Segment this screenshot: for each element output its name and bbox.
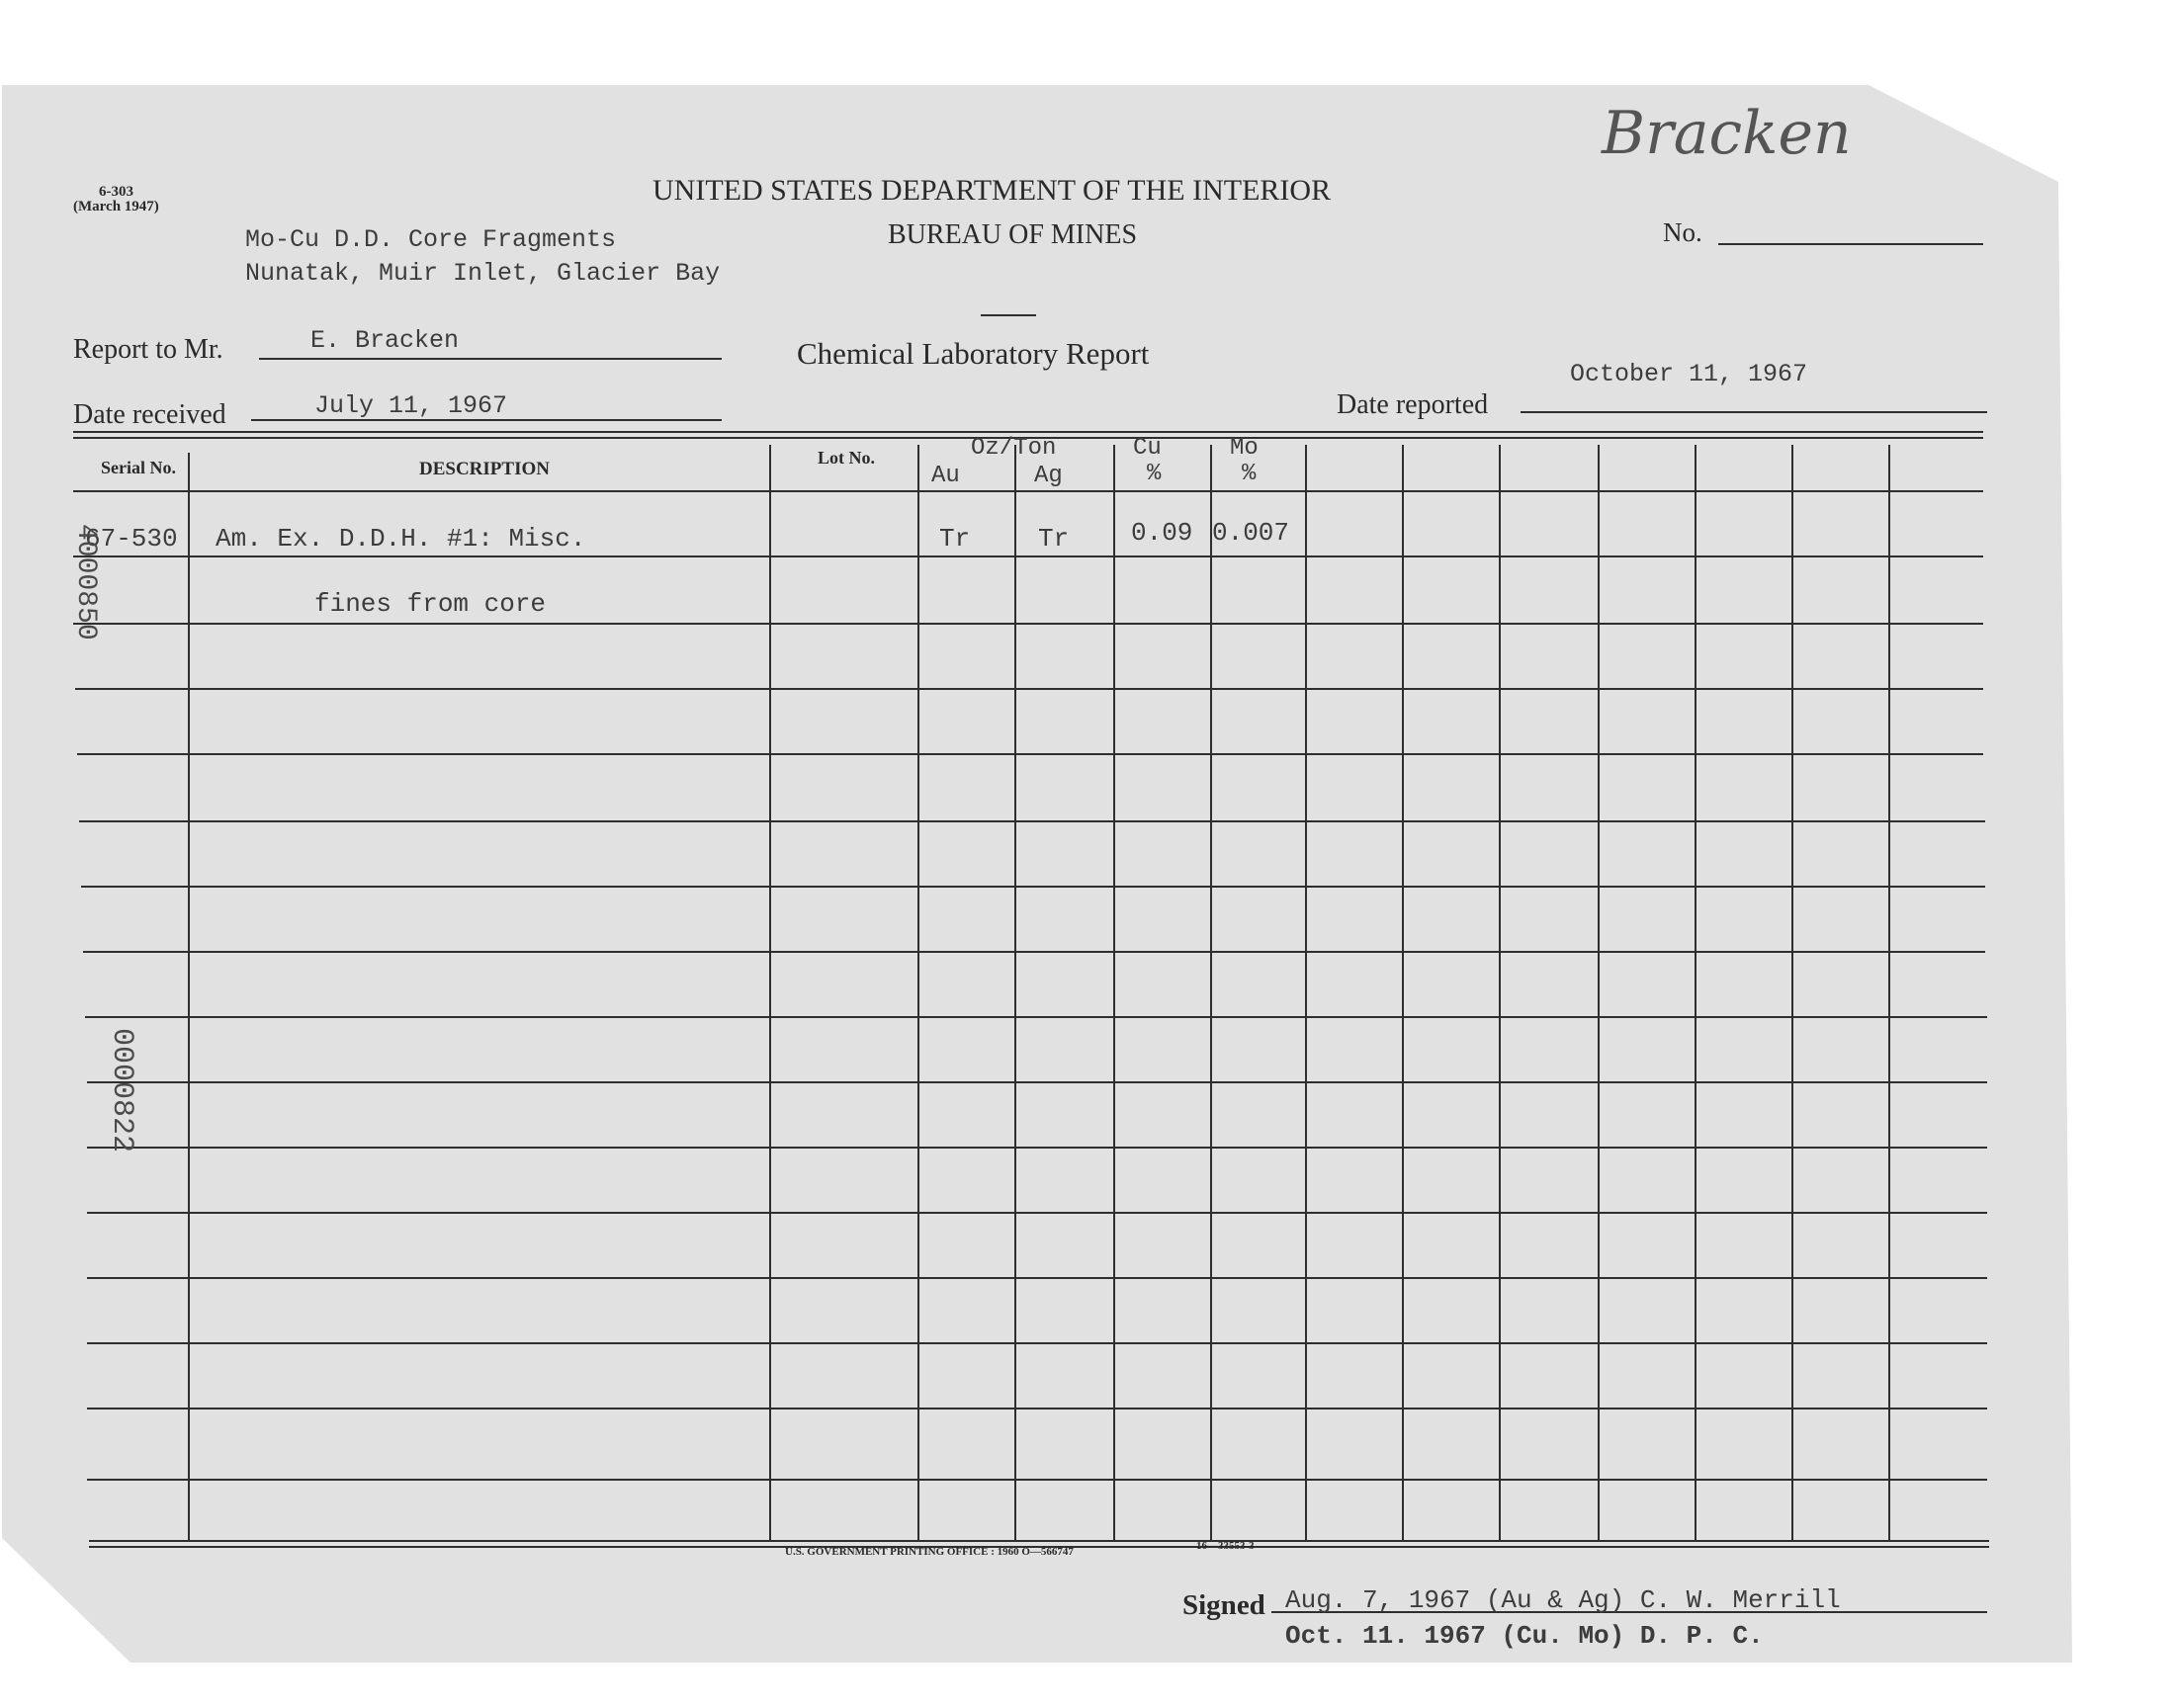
form-code: 16—33553-3 [1196,1540,1255,1552]
col-line [1210,445,1212,1542]
header-mo: Mo [1230,435,1259,462]
form-number: 6-303 [99,184,133,200]
row-line [73,623,1983,625]
row1-serial: 67-530 [85,524,178,554]
header-ag: Ag [1034,463,1063,489]
row-line [87,1342,1987,1344]
date-received-label: Date received [73,399,226,430]
row-line [87,1212,1987,1214]
header-description: DESCRIPTION [419,459,550,479]
header-lot: Lot No. [818,448,875,468]
col-line [1598,445,1600,1542]
row-line [79,820,1985,822]
row-line [87,1277,1987,1279]
header-oz-ton: Oz/Ton [971,435,1057,462]
stamp-number-bottom: 0000822 [105,1028,138,1153]
row1-description: Am. Ex. D.D.H. #1: Misc. [216,524,586,554]
row-line [87,1479,1987,1481]
col-line [917,445,919,1542]
col-line [769,445,771,1542]
agency-heading: UNITED STATES DEPARTMENT OF THE INTERIOR [652,174,1332,207]
col-line [1014,445,1016,1542]
row-line [77,753,1983,755]
bureau-heading: BUREAU OF MINES [888,219,1138,250]
row-line [75,688,1983,690]
col-line [1499,445,1501,1542]
no-label: No. [1663,217,1702,247]
date-reported-value: October 11, 1967 [1570,360,1808,388]
date-reported-line [1521,411,1987,413]
printing-office-imprint: U.S. GOVERNMENT PRINTING OFFICE : 1960 O—566747 [785,1546,1074,1558]
row1-cu: 0.09 [1131,518,1193,548]
subject-line-2: Nunatak, Muir Inlet, Glacier Bay [245,259,721,288]
stamp-number-top: 4000850 [70,524,101,640]
row-line [85,1016,1987,1018]
table-top-rule [73,431,1983,433]
signed-entry-1: Aug. 7, 1967 (Au & Ag) C. W. Merrill [1285,1585,1841,1615]
col-line [1888,445,1890,1542]
header-serial: Serial No. [101,458,176,477]
row1-mo: 0.007 [1212,518,1290,548]
date-received-value: July 11, 1967 [314,391,508,420]
row1-au: Tr [939,524,971,554]
date-reported-label: Date reported [1337,389,1489,420]
col-line [1402,445,1404,1542]
heading-rule [981,314,1036,316]
signed-entry-2: Oct. 11. 1967 (Cu. Mo) D. P. C. [1285,1621,1764,1651]
col-line [1305,445,1307,1542]
row1-ag: Tr [1038,524,1070,554]
row-line [87,1408,1987,1409]
row-line [81,886,1985,888]
row-line [73,555,1983,557]
row2-description: fines from core [314,589,547,619]
col-line [1695,445,1696,1542]
signed-label: Signed [1182,1589,1265,1621]
header-cu-unit: % [1147,461,1162,487]
report-to-line [259,358,722,360]
row-line [83,951,1985,953]
col-line [188,453,190,1542]
subject-line-1: Mo-Cu D.D. Core Fragments [245,225,617,254]
row-line [87,1147,1987,1149]
col-line [1791,445,1793,1542]
paper-sheet [2,85,2088,1663]
row-line [87,1081,1987,1083]
header-au: Au [931,463,960,489]
report-title: Chemical Laboratory Report [797,336,1150,371]
table-bottom-rule [89,1540,1989,1542]
header-mo-unit: % [1242,461,1257,487]
header-cu: Cu [1133,435,1162,462]
form-date: (March 1947) [73,199,159,214]
report-to-value: E. Bracken [310,326,460,355]
no-field-line [1718,243,1983,245]
handwritten-name: Bracken [1602,99,1852,168]
col-line [1113,445,1115,1542]
report-to-label: Report to Mr. [73,334,223,365]
table-header-rule [73,490,1983,492]
